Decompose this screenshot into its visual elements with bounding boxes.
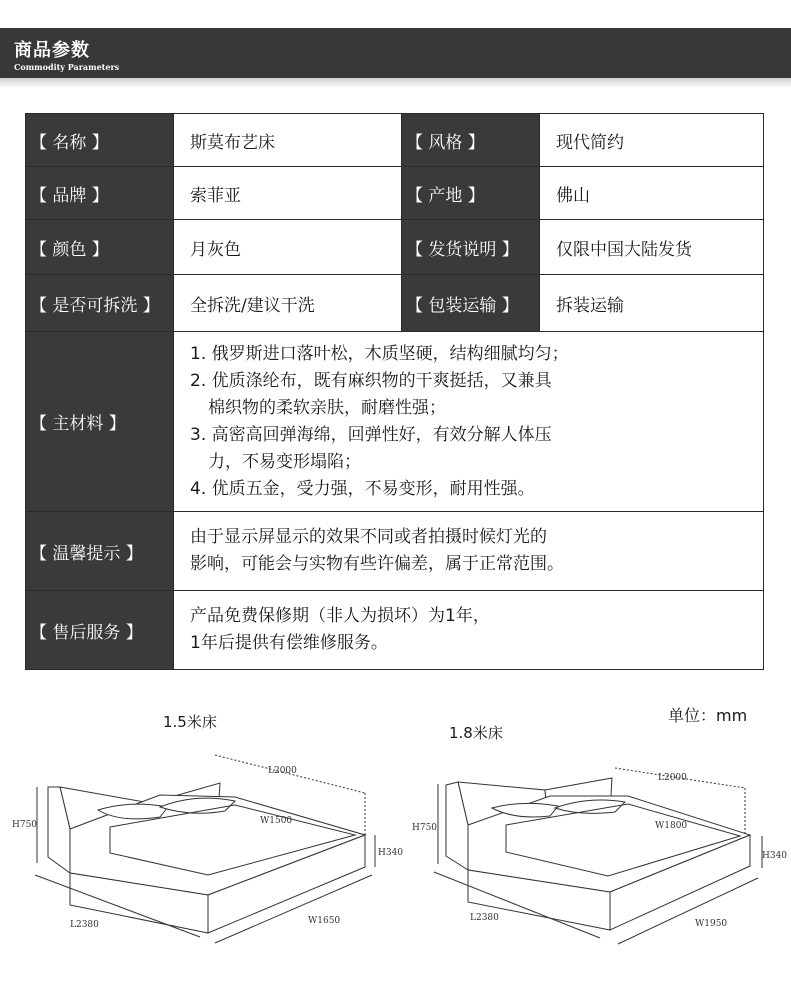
bed-large-length: L2000 xyxy=(658,773,687,783)
value-washable: 全拆洗/建议干洗 xyxy=(174,275,402,332)
value-origin: 佛山 xyxy=(540,167,764,220)
material-line-3: 棉织物的柔软亲肤，耐磨性强； xyxy=(208,397,446,418)
param-row-material xyxy=(26,332,764,512)
notice-line-2: 影响，可能会与实物有些许偏差，属于正常范围。 xyxy=(190,554,564,574)
header-band xyxy=(0,28,791,78)
section-title: 商品参数 xyxy=(14,40,90,61)
service-line-2: 1年后提供有偿维修服务。 xyxy=(190,633,388,653)
service-line-1: 产品免费保修期（非人为损坏）为1年， xyxy=(190,606,490,626)
bed-large-total-length: L2380 xyxy=(470,913,499,923)
bed-small-width: W1500 xyxy=(260,816,293,826)
bed-small-frame-height: H340 xyxy=(378,848,404,858)
bed-large-label: 1.8米床 xyxy=(449,724,503,742)
param-row-brand xyxy=(26,167,764,220)
bed-large-diagram xyxy=(410,760,788,970)
label-shipping: 【 发货说明 】 xyxy=(402,220,540,275)
bed-large-total-width: W1950 xyxy=(695,919,728,929)
value-notice xyxy=(174,512,764,591)
value-packaging: 拆装运输 xyxy=(540,275,764,332)
bed-small-label: 1.5米床 xyxy=(163,713,217,731)
label-material: 【 主材料 】 xyxy=(26,332,174,512)
label-brand: 【 品牌 】 xyxy=(26,167,174,220)
bed-small-total-length: L2380 xyxy=(70,920,99,930)
material-line-2: 2. 优质涤纶布，既有麻织物的干爽挺括，又兼具 xyxy=(190,370,552,391)
value-material xyxy=(174,332,764,512)
bed-small-length: L2000 xyxy=(268,766,297,776)
material-line-5: 力，不易变形塌陷； xyxy=(208,451,361,472)
label-style: 【 风格 】 xyxy=(402,114,540,167)
label-packaging: 【 包装运输 】 xyxy=(402,275,540,332)
bed-small-diagram xyxy=(10,745,404,955)
header-shadow xyxy=(0,78,791,88)
label-notice: 【 温馨提示 】 xyxy=(26,512,174,591)
value-style: 现代简约 xyxy=(540,114,764,167)
label-color: 【 颜色 】 xyxy=(26,220,174,275)
material-line-1: 1. 俄罗斯进口落叶松，木质坚硬，结构细腻均匀； xyxy=(190,343,569,364)
unit-label: 单位：mm xyxy=(668,706,748,725)
param-row-service xyxy=(26,591,764,670)
param-row-name xyxy=(26,114,764,167)
bed-small-height: H750 xyxy=(12,820,38,830)
notice-line-1: 由于显示屏显示的效果不同或者拍摄时候灯光的 xyxy=(190,527,547,547)
material-line-6: 4. 优质五金，受力强，不易变形，耐用性强。 xyxy=(190,478,535,499)
value-name: 斯莫布艺床 xyxy=(174,114,402,167)
value-service xyxy=(174,591,764,670)
value-shipping: 仅限中国大陆发货 xyxy=(540,220,764,275)
bed-large-width: W1800 xyxy=(655,821,688,831)
label-name: 【 名称 】 xyxy=(26,114,174,167)
bed-small-total-width: W1650 xyxy=(308,916,341,926)
bed-large-frame-height: H340 xyxy=(762,851,788,861)
parameters-table xyxy=(25,113,764,670)
label-washable: 【 是否可拆洗 】 xyxy=(26,275,174,332)
section-subtitle: Commodity Parameters xyxy=(14,62,120,72)
value-color: 月灰色 xyxy=(174,220,402,275)
param-row-notice xyxy=(26,512,764,591)
label-service: 【 售后服务 】 xyxy=(26,591,174,670)
param-row-color xyxy=(26,220,764,275)
param-row-washable xyxy=(26,275,764,332)
bed-large-height: H750 xyxy=(412,823,438,833)
material-line-4: 3. 高密高回弹海绵，回弹性好，有效分解人体压 xyxy=(190,424,552,445)
label-origin: 【 产地 】 xyxy=(402,167,540,220)
value-brand: 索菲亚 xyxy=(174,167,402,220)
